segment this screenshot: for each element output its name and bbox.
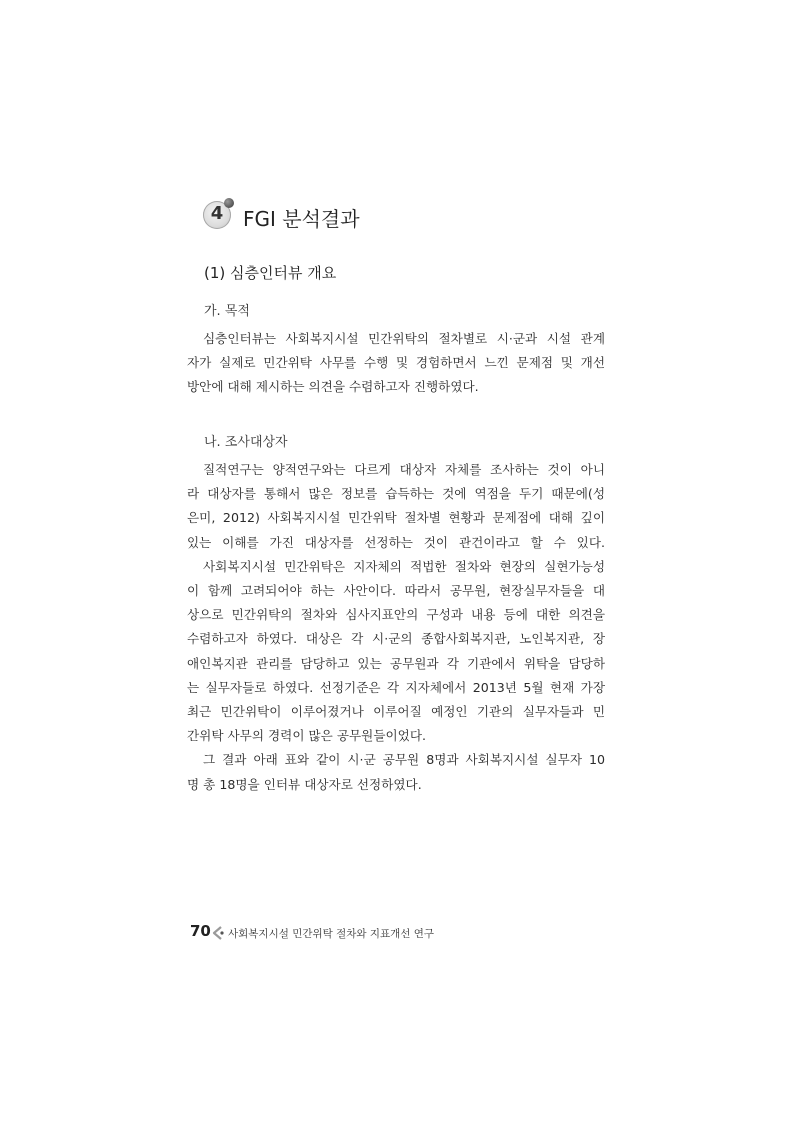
badge-dot-icon (224, 198, 234, 208)
section-title: FGI 분석결과 (243, 207, 360, 231)
section-header (203, 199, 403, 235)
paragraph-line: 는 실무자들로 하였다. 선정기준은 각 지자체에서 2013년 5월 현재 가장 (187, 679, 605, 695)
subjects-paragraph (187, 458, 605, 797)
paragraph-line: 애인복지관 관리를 담당하고 있는 공무원과 각 기관에서 위탁을 담당하 (187, 655, 605, 671)
section-number: 4 (210, 203, 224, 224)
paragraph-line: 최근 민간위탁이 이루어졌거나 이루어질 예정인 기관의 실무자들과 민 (187, 704, 605, 720)
subjects-heading: 나. 조사대상자 (204, 435, 288, 450)
paragraph-line: 심층인터뷰는 사회복지시설 민간위탁의 절차별로 시·군과 시설 관계 (203, 331, 605, 346)
paragraph-line: 방안에 대해 제시하는 의견을 수렴하고자 진행하였다. (187, 379, 479, 395)
chevron-left-icon (212, 926, 224, 940)
paragraph-line: 간위탁 사무의 경력이 많은 공무원들이었다. (187, 728, 426, 744)
purpose-paragraph (187, 327, 605, 400)
paragraph-line: 그 결과 아래 표와 같이 시·군 공무원 8명과 사회복지시설 실무자 10 (203, 752, 605, 768)
paragraph-line: 질적연구는 양적연구와는 다르게 대상자 자체를 조사하는 것이 아니 (203, 462, 605, 477)
paragraph-line: 있는 이해를 가진 대상자를 선정하는 것이 관건이라고 할 수 있다. (187, 534, 605, 550)
section-number-badge (203, 201, 231, 229)
paragraph-line: 수렴하고자 하였다. 대상은 각 시·군의 종합사회복지관, 노인복지관, 장 (187, 631, 605, 647)
purpose-heading: 가. 목적 (204, 304, 250, 319)
paragraph-line: 사회복지시설 민간위탁은 지자체의 적법한 절차와 현장의 실현가능성 (203, 558, 605, 574)
paragraph-line: 이 함께 고려되어야 하는 사안이다. 따라서 공무원, 현장실무자들을 대 (187, 583, 605, 599)
page-number: 70 (190, 922, 211, 940)
paragraph-line: 라 대상자를 통해서 많은 정보를 습득하는 것에 역점을 두기 때문에(성 (187, 486, 605, 502)
paragraph-line: 명 총 18명을 인터뷰 대상자로 선정하였다. (187, 776, 422, 792)
paragraph-line: 은미, 2012) 사회복지시설 민간위탁 절차별 현황과 문제점에 대해 깊이 (187, 510, 605, 526)
paragraph-line: 상으로 민간위탁의 절차와 심사지표안의 구성과 내용 등에 대한 의견을 (187, 607, 605, 623)
subsection-title: (1) 심층인터뷰 개요 (204, 264, 337, 282)
running-title: 사회복지시설 민간위탁 절차와 지표개선 연구 (228, 928, 435, 940)
paragraph-line: 자가 실제로 민간위탁 사무를 수행 및 경험하면서 느낀 문제점 및 개선 (187, 355, 605, 371)
